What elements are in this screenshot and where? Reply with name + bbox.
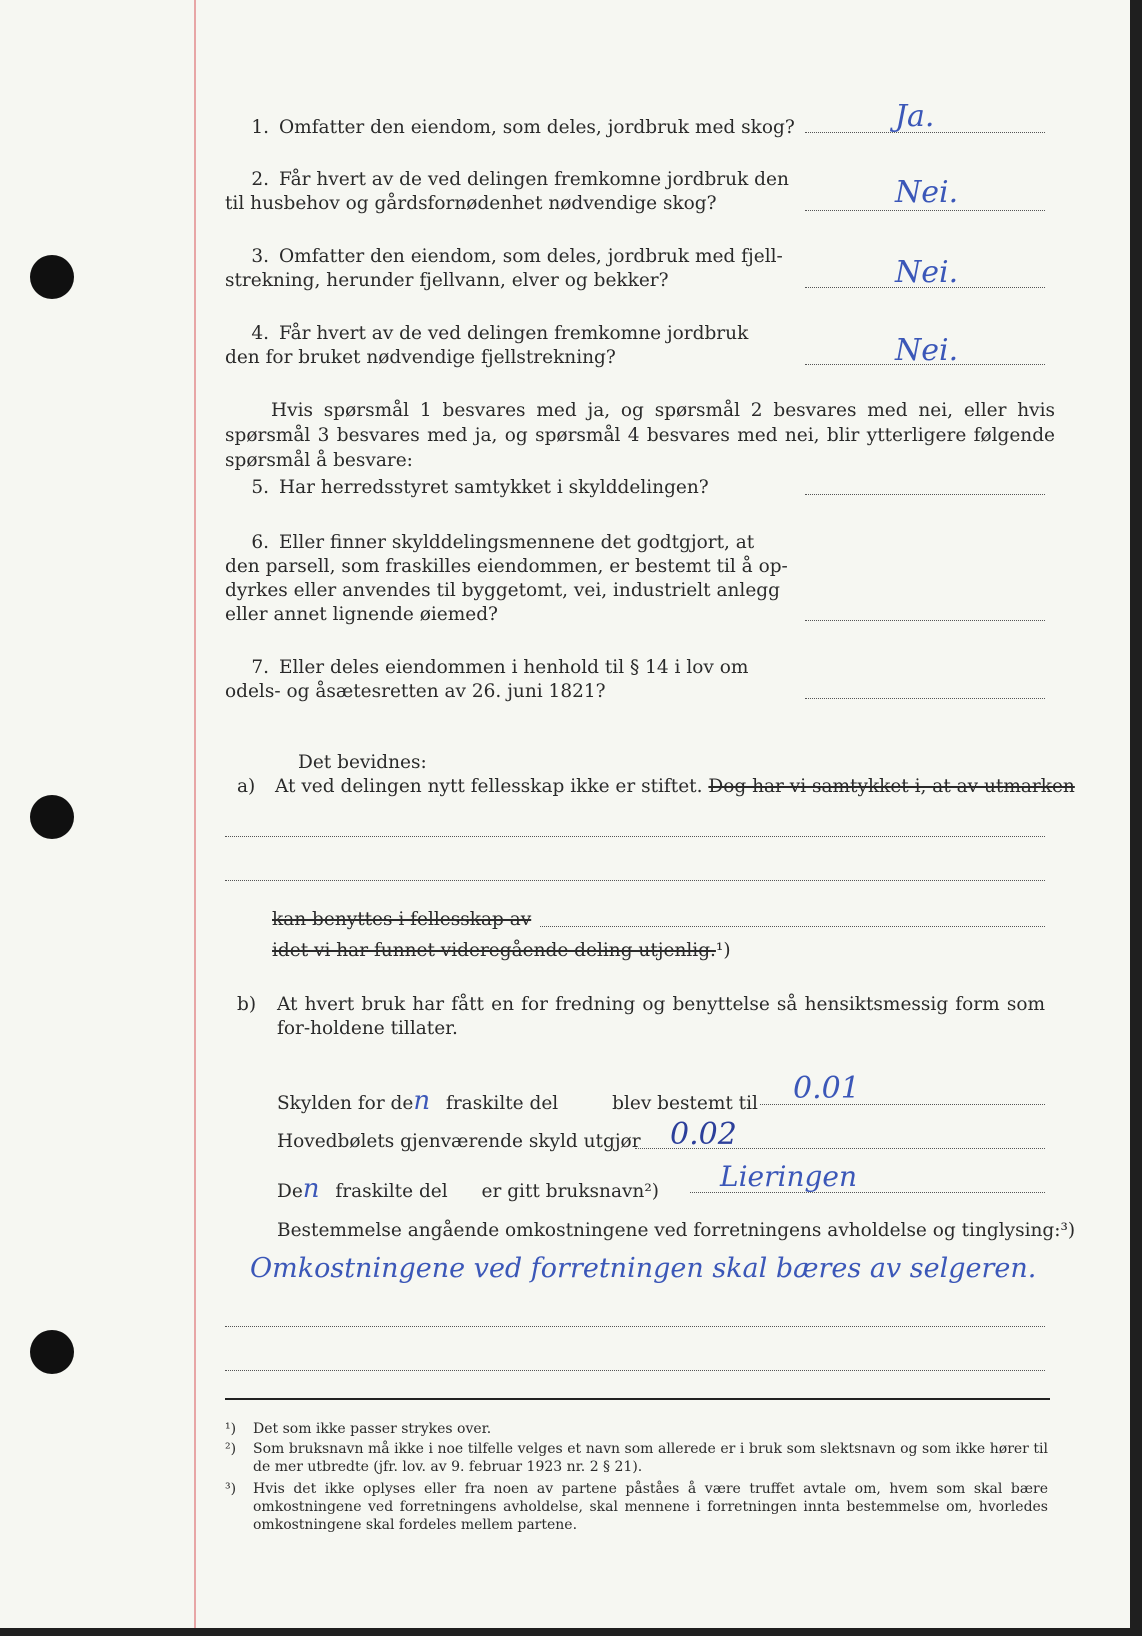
question-3: 3. Omfatter den eiendom, som deles, jordbruk med fjell- strekning, herunder fjellvann, elver og bekker? bbox=[225, 246, 783, 291]
question-2: 2. Får hvert av de ved delingen fremkomne jordbruk den til husbehov og gårdsfornødenhet nødvendige skog? bbox=[225, 169, 789, 214]
blank-line bbox=[225, 1370, 1045, 1371]
blank-line bbox=[225, 1326, 1045, 1327]
footnote-3: ³) Hvis det ikke oplyses eller fra noen av partene påståes å være truffet avtale om, hvem som skal bære omkostningene ved forretningens avholdelse, skal mennene i forretningen innta bestemmelse om, hvorledes omkostningene skal fordeles mellem partene. bbox=[225, 1481, 1048, 1533]
question-4: 4. Får hvert av de ved delingen fremkomne jordbruk den for bruket nødvendige fjellstrekning? bbox=[225, 323, 749, 368]
question-text: Omfatter den eiendom, som deles, jordbruk med skog? bbox=[279, 117, 795, 138]
question-5: 5. Har herredsstyret samtykket i skylddelingen? bbox=[251, 477, 709, 498]
answer-line bbox=[805, 210, 1045, 211]
punch-hole-icon bbox=[30, 255, 74, 299]
answer-1: Ja. bbox=[895, 99, 935, 134]
margin-line bbox=[194, 0, 196, 1628]
footnote-1: ¹) Det som ikke passer strykes over. bbox=[225, 1421, 492, 1437]
hovedbol-value: 0.02 bbox=[670, 1117, 737, 1152]
conditional-paragraph: Hvis spørsmål 1 besvares med ja, og spørsmål 2 besvares med nei, eller hvis spørsmål 3 besvares med ja, og spørsmål 4 besvares med nei, blir ytterligere følgende spørsmål å besvare: bbox=[225, 400, 1055, 471]
answer-line bbox=[805, 494, 1045, 495]
cost-label: Bestemmelse angående omkostningene ved forretningens avholdelse og tinglysing:³) bbox=[277, 1220, 1076, 1241]
struck-text: Dog har vi samtykket i, at av utmarken bbox=[708, 776, 1075, 797]
blank-line bbox=[225, 880, 1045, 881]
blank-line bbox=[225, 836, 1045, 837]
skyld-line-1: Skylden for den fraskilte del blev bestemt til bbox=[277, 1086, 758, 1116]
answer-2: Nei. bbox=[895, 175, 959, 210]
footnote-2: ²) Som bruksnavn må ikke i noe tilfelle velges et navn som allerede er i bruk som slektsnavn og som ikke hører til de mer utbredte (jfr. lov. av 9. februar 1923 nr. 2 § 21). bbox=[225, 1441, 1048, 1475]
item-b-text: At hvert bruk har fått en for fredning og benyttelse så hensiktsmessig form som for-holdene tillater. bbox=[277, 994, 1045, 1039]
item-a-label: a) bbox=[237, 776, 256, 797]
question-6: 6. Eller finner skylddelingsmennene det godtgjort, at den parsell, som fraskilles eiendommen, er bestemt til å op- dyrkes eller anvendes til byggetomt, vei, industrielt anlegg eller annet lignende øiemed? bbox=[225, 532, 788, 625]
answer-line bbox=[805, 620, 1045, 621]
footnote-rule bbox=[225, 1398, 1050, 1400]
question-1: 1. Omfatter den eiendom, som deles, jordbruk med skog? bbox=[251, 117, 795, 138]
answer-4: Nei. bbox=[895, 333, 959, 368]
skyld-line-2: Hovedbølets gjenværende skyld utgjør bbox=[277, 1131, 641, 1152]
skyld-value: 0.01 bbox=[793, 1071, 860, 1106]
cost-value: Omkostningene ved forretningen skal bæres av selgeren. bbox=[250, 1253, 1037, 1284]
bruksnavn-value: Lieringen bbox=[720, 1160, 858, 1193]
item-b-label: b) bbox=[237, 994, 257, 1015]
skyld-line-3: Den fraskilte del er gitt bruksnavn²) bbox=[277, 1174, 659, 1204]
struck-line-2: idet vi har funnet videregående deling utjenlig.¹) bbox=[272, 940, 731, 961]
question-7: 7. Eller deles eiendommen i henhold til § 14 i lov om odels- og åsætesretten av 26. juni 1821? bbox=[225, 657, 749, 702]
blank-line bbox=[540, 926, 1045, 927]
punch-hole-icon bbox=[30, 1330, 74, 1374]
bevidnes-heading: Det bevidnes: bbox=[298, 752, 427, 773]
punch-hole-icon bbox=[30, 795, 74, 839]
answer-line bbox=[805, 698, 1045, 699]
item-a-text: At ved delingen nytt fellesskap ikke er stiftet. Dog har vi samtykket i, at av utmarken bbox=[275, 776, 1075, 797]
struck-line-1: kan benyttes i fellesskap av bbox=[272, 909, 532, 930]
answer-3: Nei. bbox=[895, 255, 959, 290]
